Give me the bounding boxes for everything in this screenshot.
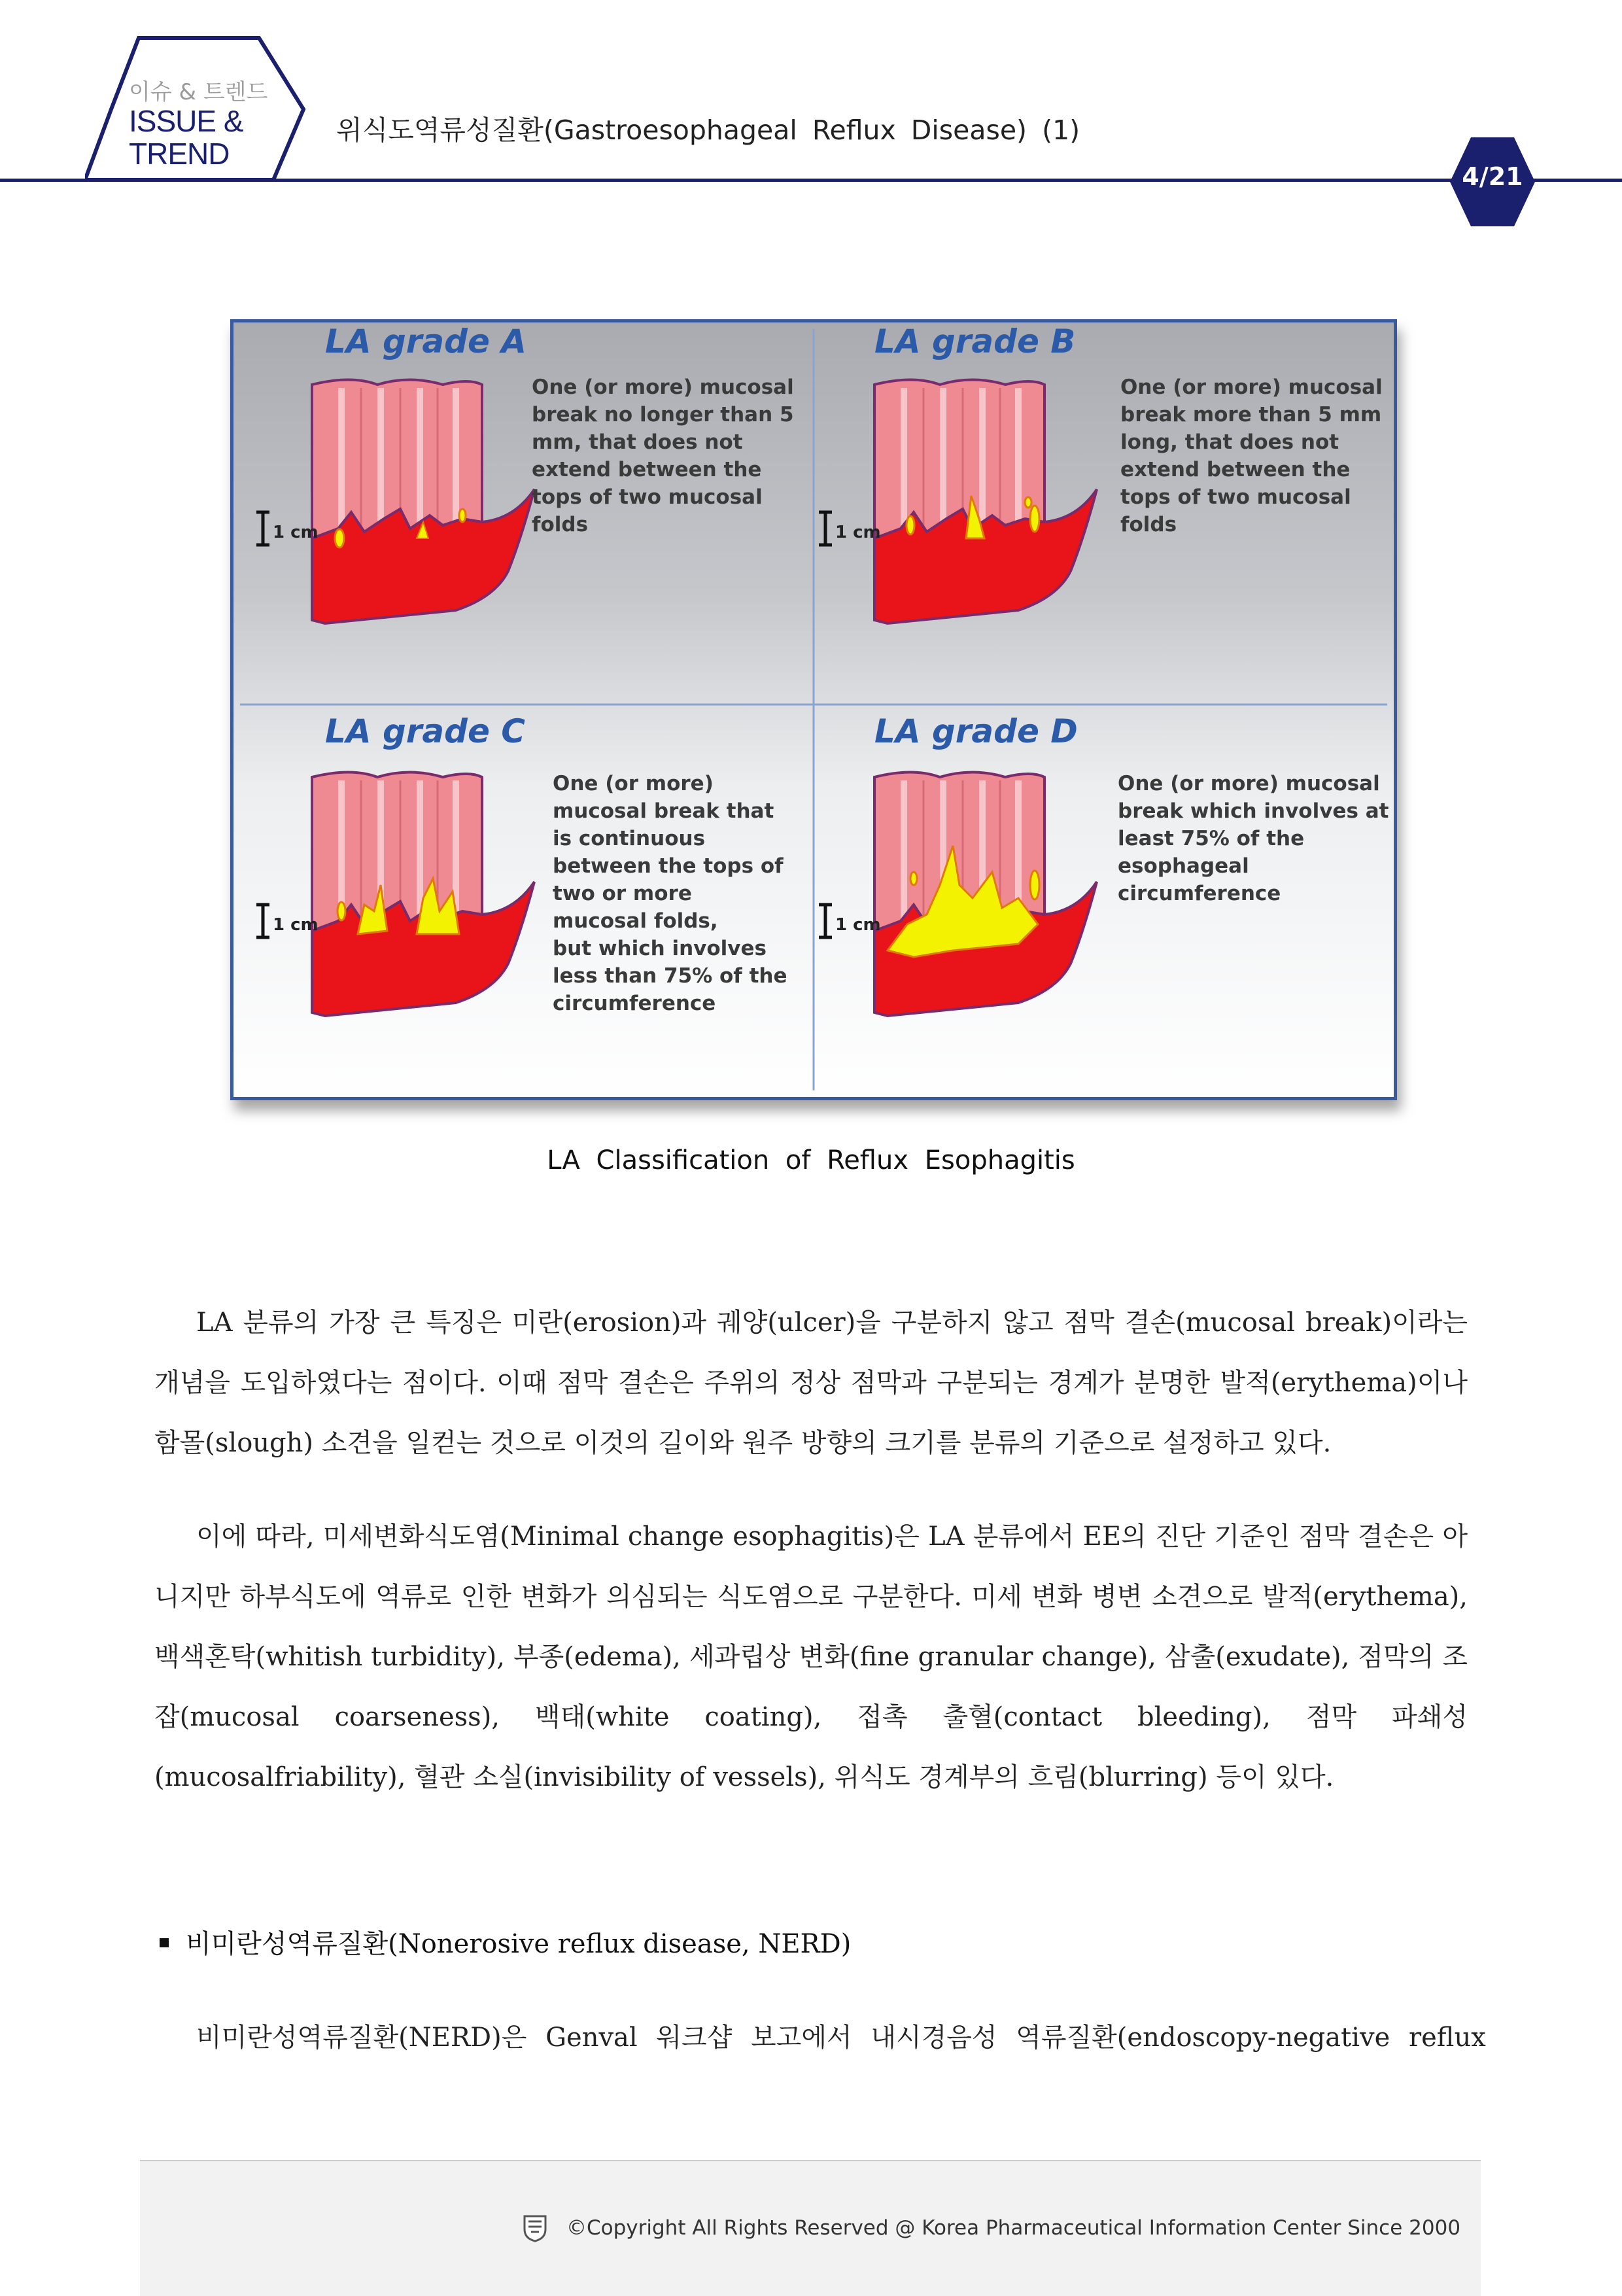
document-title: 위식도역류성질환(Gastroesophageal Reflux Disease) (1)	[336, 114, 1080, 146]
paragraph-nerd: 비미란성역류질환(NERD)은 Genval 워크샵 보고에서 내시경음성 역류질환(endoscopy-negative reflux	[196, 2023, 1486, 2053]
square-bullet-icon	[160, 1938, 169, 1947]
footer	[140, 2160, 1481, 2296]
section-heading-row	[160, 1923, 851, 1960]
copyright-text: ©Copyright All Rights Reserved @ Korea Pharmaceutical Information Center Since 2000	[566, 2216, 1461, 2240]
panel-a-title: LA grade A	[325, 322, 526, 360]
section-heading: 비미란성역류질환(Nonerosive reflux disease, NERD)	[186, 1929, 852, 1959]
page-number: 4/21	[1462, 162, 1523, 191]
la-classification-figure	[230, 319, 1397, 1100]
badge-line-2: TREND	[129, 137, 230, 171]
panel-b-description: One (or more) mucosal break more than 5 mm long, that does not extend between the tops of two mucosal folds	[1120, 375, 1383, 536]
badge-subtitle: 이슈 & 트렌드	[129, 79, 268, 105]
panel-a-scale-label: 1 cm	[273, 523, 319, 542]
panel-b-title: LA grade B	[874, 322, 1076, 360]
panel-d-scale-label: 1 cm	[835, 915, 881, 935]
panel-c-title: LA grade C	[325, 712, 525, 750]
panel-b-scale-label: 1 cm	[835, 523, 881, 542]
panel-c-description: One (or more) mucosal break that is continuous between the tops of two or more mucosal folds, but which involves less than 75% of the circumference	[553, 772, 787, 1015]
paragraph-la-classification: LA 분류의 가장 큰 특징은 미란(erosion)과 궤양(ulcer)을 구분하지 않고 점막 결손(mucosal break)이라는 개념을 도입하였다는 점이다. 이때 점막 결손은 주위의 정상 점막과 구분되는 경계가 분명한 발적(erythema)이나 함몰(slough) 소견을 일컫는 것으로 이것의 길이와 원주 방향의 크기를 분류의 기준으로 설정하고 있다.	[154, 1308, 1468, 1458]
panel-d-title: LA grade D	[874, 712, 1078, 750]
badge-line-1: ISSUE &	[129, 104, 243, 138]
figure-caption: LA Classification of Reflux Esophagitis	[547, 1145, 1075, 1175]
panel-c-scale-label: 1 cm	[273, 915, 319, 935]
panel-a-description: One (or more) mucosal break no longer than 5 mm, that does not extend between the tops of two mucosal folds	[532, 375, 794, 536]
panel-d-description: One (or more) mucosal break which involves at least 75% of the esophageal circumference	[1118, 772, 1389, 905]
kpic-shield-icon	[522, 2214, 548, 2242]
paragraph-minimal-change: 이에 따라, 미세변화식도염(Minimal change esophagitis)은 LA 분류에서 EE의 진단 기준인 점막 결손은 아니지만 하부식도에 역류로 인한 변화가 의심되는 식도염으로 구분한다. 미세 변화 병변 소견으로 발적(erythema), 백색혼탁(whitish turbidity), 부종(edema), 세과립상 변화(fine granular change), 삼출(exudate), 점막의 조잡(mucosal coarseness), 백태(white coating), 접촉 출혈(contact bleeding), 점막 파쇄성(mucosalfriability), 혈관 소실(invisibility of vessels), 위식도 경계부의 흐림(blurring) 등이 있다.	[154, 1522, 1468, 1792]
